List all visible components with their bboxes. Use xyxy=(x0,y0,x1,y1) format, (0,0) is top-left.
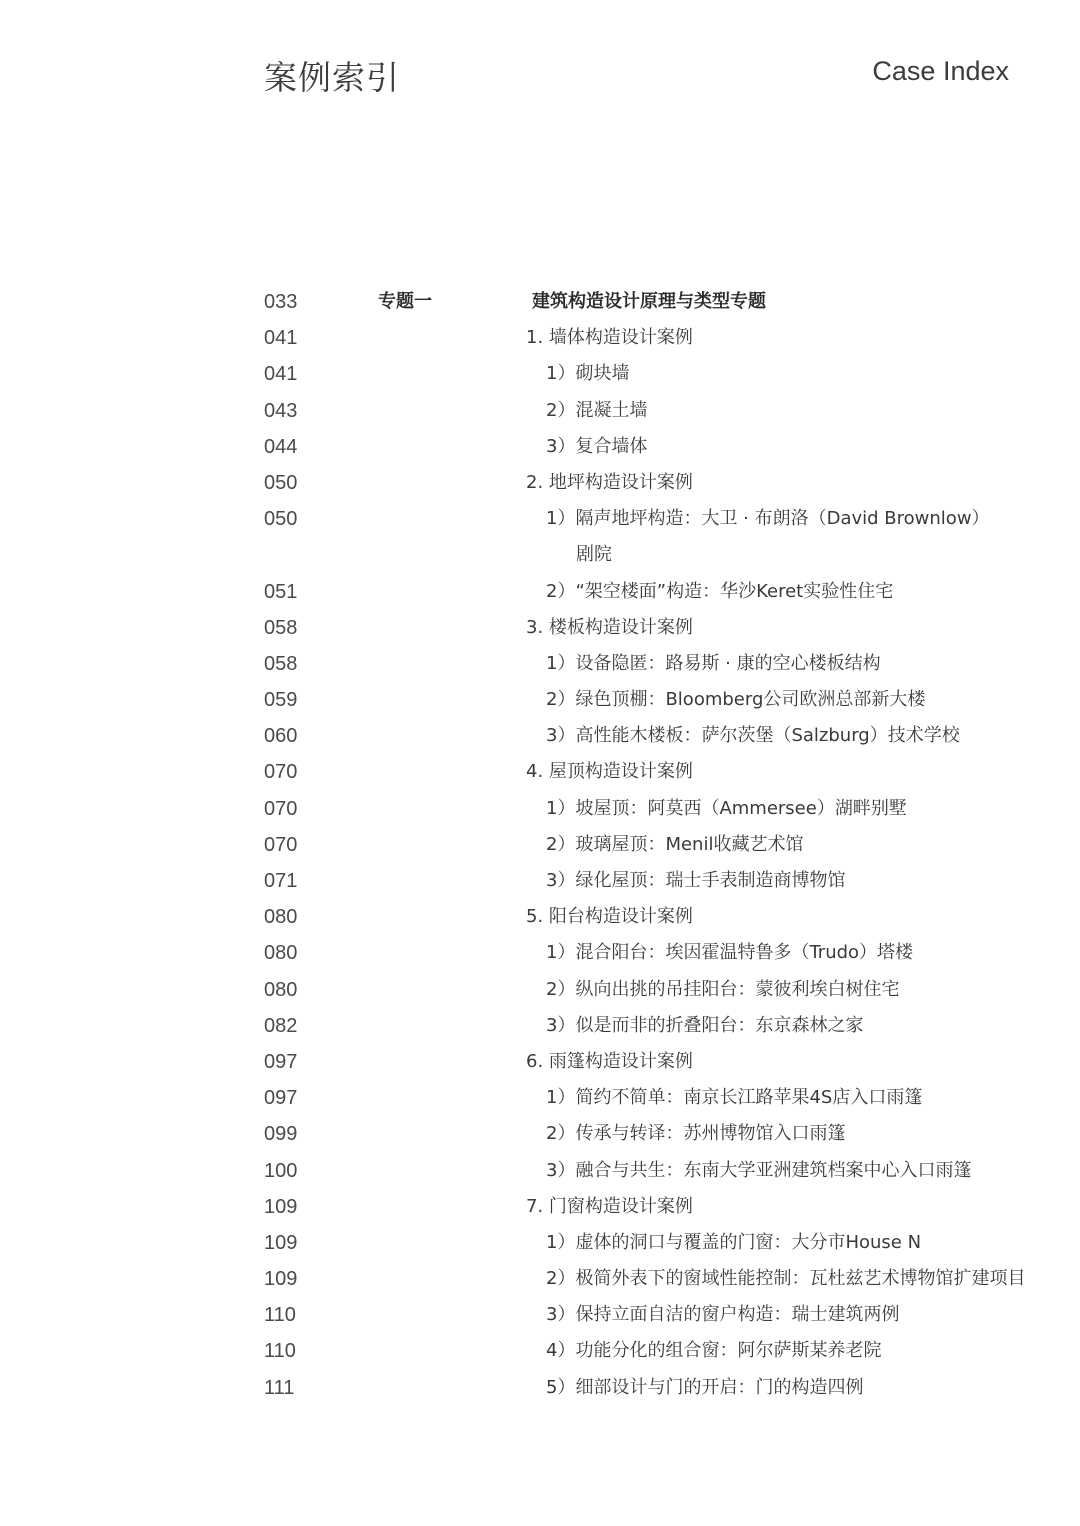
index-entry xyxy=(0,718,1080,754)
index-entry xyxy=(0,1189,1080,1225)
case-index-list xyxy=(0,284,1080,1406)
page-number: 059 xyxy=(264,689,298,712)
page-number: 097 xyxy=(264,1050,298,1073)
page-number: 058 xyxy=(264,652,298,675)
page-number: 080 xyxy=(264,906,298,929)
case-entry: 1）坡屋顶：阿莫西（Ammersee）湖畔别墅 xyxy=(546,797,907,819)
section-heading: 2. 地坪构造设计案例 xyxy=(526,471,693,493)
index-entry xyxy=(0,827,1080,863)
topic-title: 建筑构造设计原理与类型专题 xyxy=(532,291,766,312)
case-entry: 3）绿化屋顶：瑞士手表制造商博物馆 xyxy=(546,870,846,891)
page-number: 111 xyxy=(264,1376,295,1399)
section-heading: 4. 屋顶构造设计案例 xyxy=(526,761,693,783)
index-entry xyxy=(0,935,1080,971)
case-entry: 2）纵向出挑的吊挂阳台：蒙彼利埃白树住宅 xyxy=(546,978,900,1000)
index-entry xyxy=(0,320,1080,356)
page-number: 070 xyxy=(264,797,298,820)
index-entry xyxy=(0,972,1080,1008)
index-entry xyxy=(0,356,1080,392)
case-entry: 3）高性能木楼板：萨尔茨堡（Salzburg）技术学校 xyxy=(546,725,960,747)
page-number: 051 xyxy=(264,580,298,603)
case-entry: 2）玻璃屋顶：Menil收藏艺术馆 xyxy=(546,833,804,855)
index-entry xyxy=(0,1080,1080,1116)
page-number: 070 xyxy=(264,761,298,784)
page-title-chinese: 案例索引 xyxy=(264,58,400,97)
index-entry xyxy=(0,429,1080,465)
index-entry xyxy=(0,465,1080,501)
index-entry xyxy=(0,574,1080,610)
case-entry: 4）功能分化的组合窗：阿尔萨斯某养老院 xyxy=(546,1340,882,1362)
case-entry: 1）砌块墙 xyxy=(546,363,630,385)
index-entry xyxy=(0,646,1080,682)
index-entry xyxy=(0,682,1080,718)
case-entry: 2）传承与转译：苏州博物馆入口雨篷 xyxy=(546,1123,846,1145)
case-entry: 3）似是而非的折叠阳台：东京森林之家 xyxy=(546,1014,864,1036)
page-number: 109 xyxy=(264,1195,298,1218)
page-title-english: Case Index xyxy=(872,56,1009,86)
page-number: 097 xyxy=(264,1087,298,1110)
case-entry: 3）复合墙体 xyxy=(546,435,648,457)
index-entry xyxy=(0,1008,1080,1044)
case-entry: 1）设备隐匿：路易斯 · 康的空心楼板结构 xyxy=(546,652,881,674)
section-heading: 3. 楼板构造设计案例 xyxy=(526,616,693,638)
index-entry xyxy=(0,1333,1080,1369)
case-entry: 5）细部设计与门的开启：门的构造四例 xyxy=(546,1376,864,1398)
index-entry xyxy=(0,754,1080,790)
index-entry xyxy=(0,1370,1080,1406)
index-entry xyxy=(0,863,1080,899)
page-number: 109 xyxy=(264,1231,298,1254)
section-heading: 5. 阳台构造设计案例 xyxy=(526,906,693,928)
page-number: 043 xyxy=(264,399,298,422)
page-number: 044 xyxy=(264,435,298,458)
case-entry: 1）简约不简单：南京长江路苹果4S店入口雨篷 xyxy=(546,1087,923,1109)
case-entry: 1）隔声地坪构造：大卫 · 布朗洛（David Brownlow） xyxy=(546,508,990,530)
index-entry xyxy=(0,284,1080,320)
page-number: 041 xyxy=(264,363,298,386)
page-number: 109 xyxy=(264,1268,298,1291)
index-entry xyxy=(0,1297,1080,1333)
page-number: 050 xyxy=(264,508,298,531)
section-heading: 7. 门窗构造设计案例 xyxy=(526,1195,693,1217)
page-number: 070 xyxy=(264,833,298,856)
index-entry xyxy=(0,393,1080,429)
case-entry: 2）混凝土墙 xyxy=(546,399,648,421)
case-entry: 2）绿色顶棚：Bloomberg公司欧洲总部新大楼 xyxy=(546,689,926,711)
index-entry xyxy=(0,1153,1080,1189)
page-number: 033 xyxy=(264,291,298,313)
index-entry xyxy=(0,1044,1080,1080)
index-entry xyxy=(0,1116,1080,1152)
case-entry: 剧院 xyxy=(576,544,612,566)
page-number: 110 xyxy=(264,1304,296,1327)
index-entry xyxy=(0,791,1080,827)
page-number: 060 xyxy=(264,725,298,748)
page-number: 058 xyxy=(264,616,298,639)
section-heading: 1. 墙体构造设计案例 xyxy=(526,327,693,349)
case-entry: 3）融合与共生：东南大学亚洲建筑档案中心入口雨篷 xyxy=(546,1159,972,1181)
page-number: 100 xyxy=(264,1159,298,1182)
index-entry xyxy=(0,1261,1080,1297)
case-entry: 2）“架空楼面”构造：华沙Keret实验性住宅 xyxy=(546,580,894,602)
page-number: 110 xyxy=(264,1340,296,1363)
section-heading: 6. 雨篷构造设计案例 xyxy=(526,1050,693,1072)
page-number: 099 xyxy=(264,1123,298,1146)
page-number: 080 xyxy=(264,978,298,1001)
case-entry: 1）混合阳台：埃因霍温特鲁多（Trudo）塔楼 xyxy=(546,942,914,964)
page-number: 071 xyxy=(264,870,298,892)
index-entry xyxy=(0,537,1080,573)
index-entry xyxy=(0,501,1080,537)
page-number: 080 xyxy=(264,942,298,965)
page-number: 050 xyxy=(264,471,298,494)
case-entry: 2）极简外表下的窗域性能控制：瓦杜兹艺术博物馆扩建项目 xyxy=(546,1268,1026,1290)
case-entry: 1）虚体的洞口与覆盖的门窗：大分市House N xyxy=(546,1231,922,1253)
index-entry xyxy=(0,1225,1080,1261)
case-entry: 3）保持立面自洁的窗户构造：瑞士建筑两例 xyxy=(546,1304,900,1326)
topic-label: 专题一 xyxy=(378,291,432,312)
index-entry xyxy=(0,610,1080,646)
page-number: 082 xyxy=(264,1014,298,1037)
page-number: 041 xyxy=(264,327,298,350)
index-entry xyxy=(0,899,1080,935)
